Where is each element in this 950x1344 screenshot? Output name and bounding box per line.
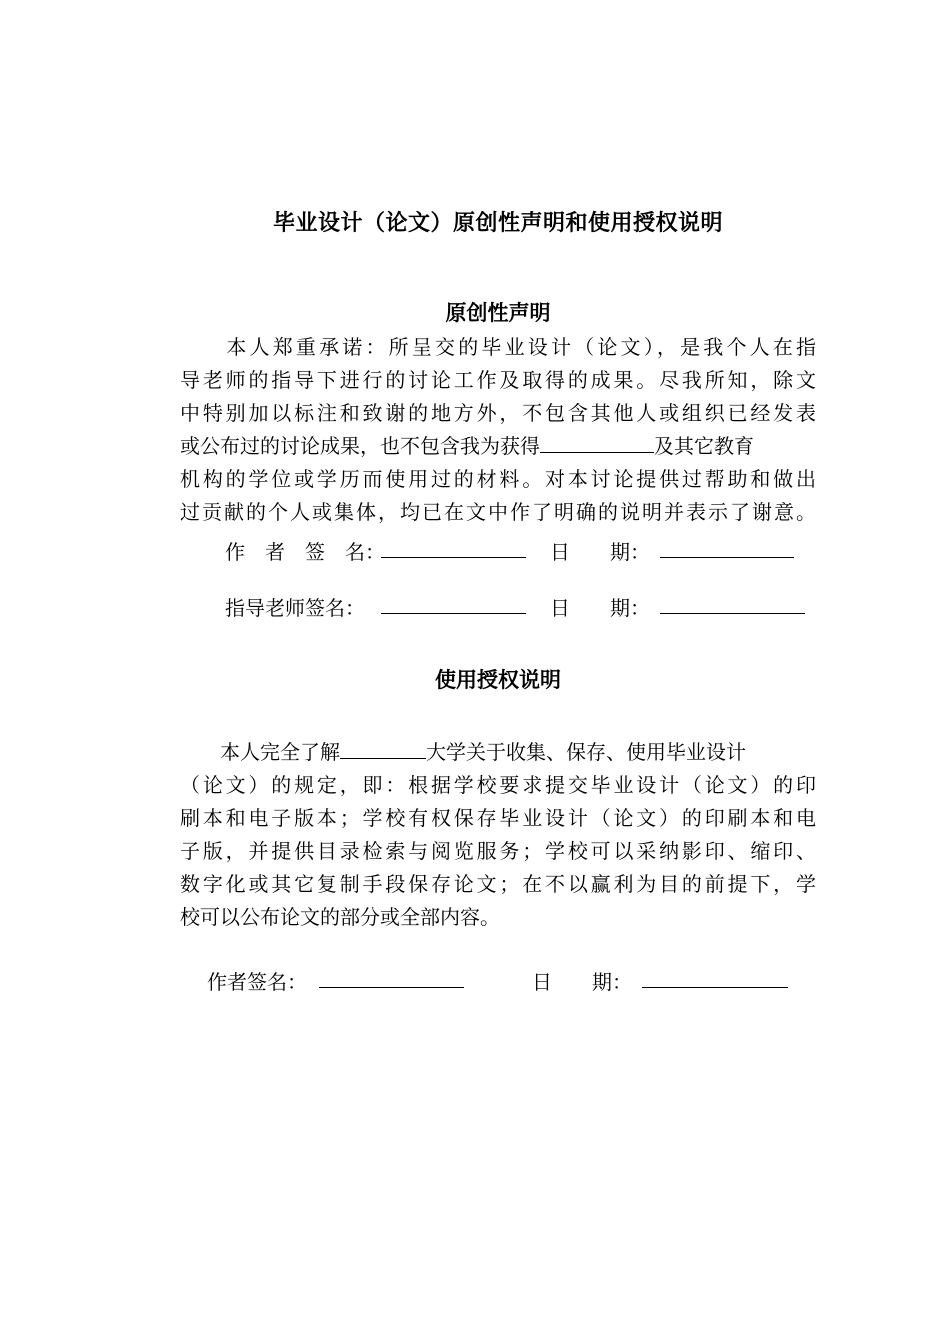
authorization-line-6: 校可以公布论文的部分或全部内容。 [180, 905, 500, 929]
author-date-line[interactable] [660, 557, 794, 558]
originality-line-3: 中特别加以标注和致谢的地方外，不包含其他人或组织已经发表 [180, 401, 816, 425]
advisor-sign-label: 指导老师签名： [225, 596, 365, 620]
advisor-date-line[interactable] [660, 613, 805, 614]
author-date-label: 日 期： [550, 540, 650, 564]
auth-date-line[interactable] [642, 987, 788, 988]
originality-line-1: 本人郑重承诺：所呈交的毕业设计（论文），是我个人在指 [180, 335, 816, 359]
degree-blank[interactable] [540, 430, 654, 453]
auth-author-sign-label: 作者签名： [207, 970, 307, 994]
author-sign-label: 作 者 签 名： [225, 540, 385, 564]
advisor-sign-line[interactable] [381, 613, 526, 614]
auth-author-sign-line[interactable] [319, 987, 464, 988]
originality-line-2: 导老师的指导下进行的讨论工作及取得的成果。尽我所知，除文 [180, 368, 816, 392]
originality-line-4-suffix: 及其它教育 [654, 434, 754, 458]
originality-line-4 [180, 430, 816, 463]
advisor-date-label: 日 期： [550, 596, 650, 620]
authorization-line-1-prefix: 本人完全了解 [180, 740, 340, 764]
authorization-line-1 [180, 736, 816, 769]
authorization-line-5: 数字化或其它复制手段保存论文；在不以赢利为目的前提下，学 [180, 872, 816, 896]
auth-date-label: 日 期： [532, 970, 632, 994]
authorization-line-2: （论文）的规定，即：根据学校要求提交毕业设计（论文）的印 [180, 773, 816, 797]
authorization-line-4: 子版，并提供目录检索与阅览服务；学校可以采纳影印、缩印、 [180, 839, 816, 863]
author-sign-line[interactable] [381, 557, 526, 558]
authorization-line-1-suffix: 大学关于收集、保存、使用毕业设计 [426, 740, 746, 764]
document-title: 毕业设计（论文）原创性声明和使用授权说明 [272, 211, 723, 236]
originality-heading: 原创性声明 [445, 301, 551, 325]
authorization-line-3: 刷本和电子版本；学校有权保存毕业设计（论文）的印刷本和电 [180, 806, 816, 830]
originality-line-6: 过贡献的个人或集体，均已在文中作了明确的说明并表示了谢意。 [180, 500, 816, 524]
originality-line-5: 机构的学位或学历而使用过的材料。对本讨论提供过帮助和做出 [180, 467, 816, 491]
university-blank[interactable] [340, 736, 426, 759]
originality-line-4-prefix: 或公布过的讨论成果，也不包含我为获得 [180, 434, 540, 458]
authorization-heading: 使用授权说明 [435, 668, 561, 692]
